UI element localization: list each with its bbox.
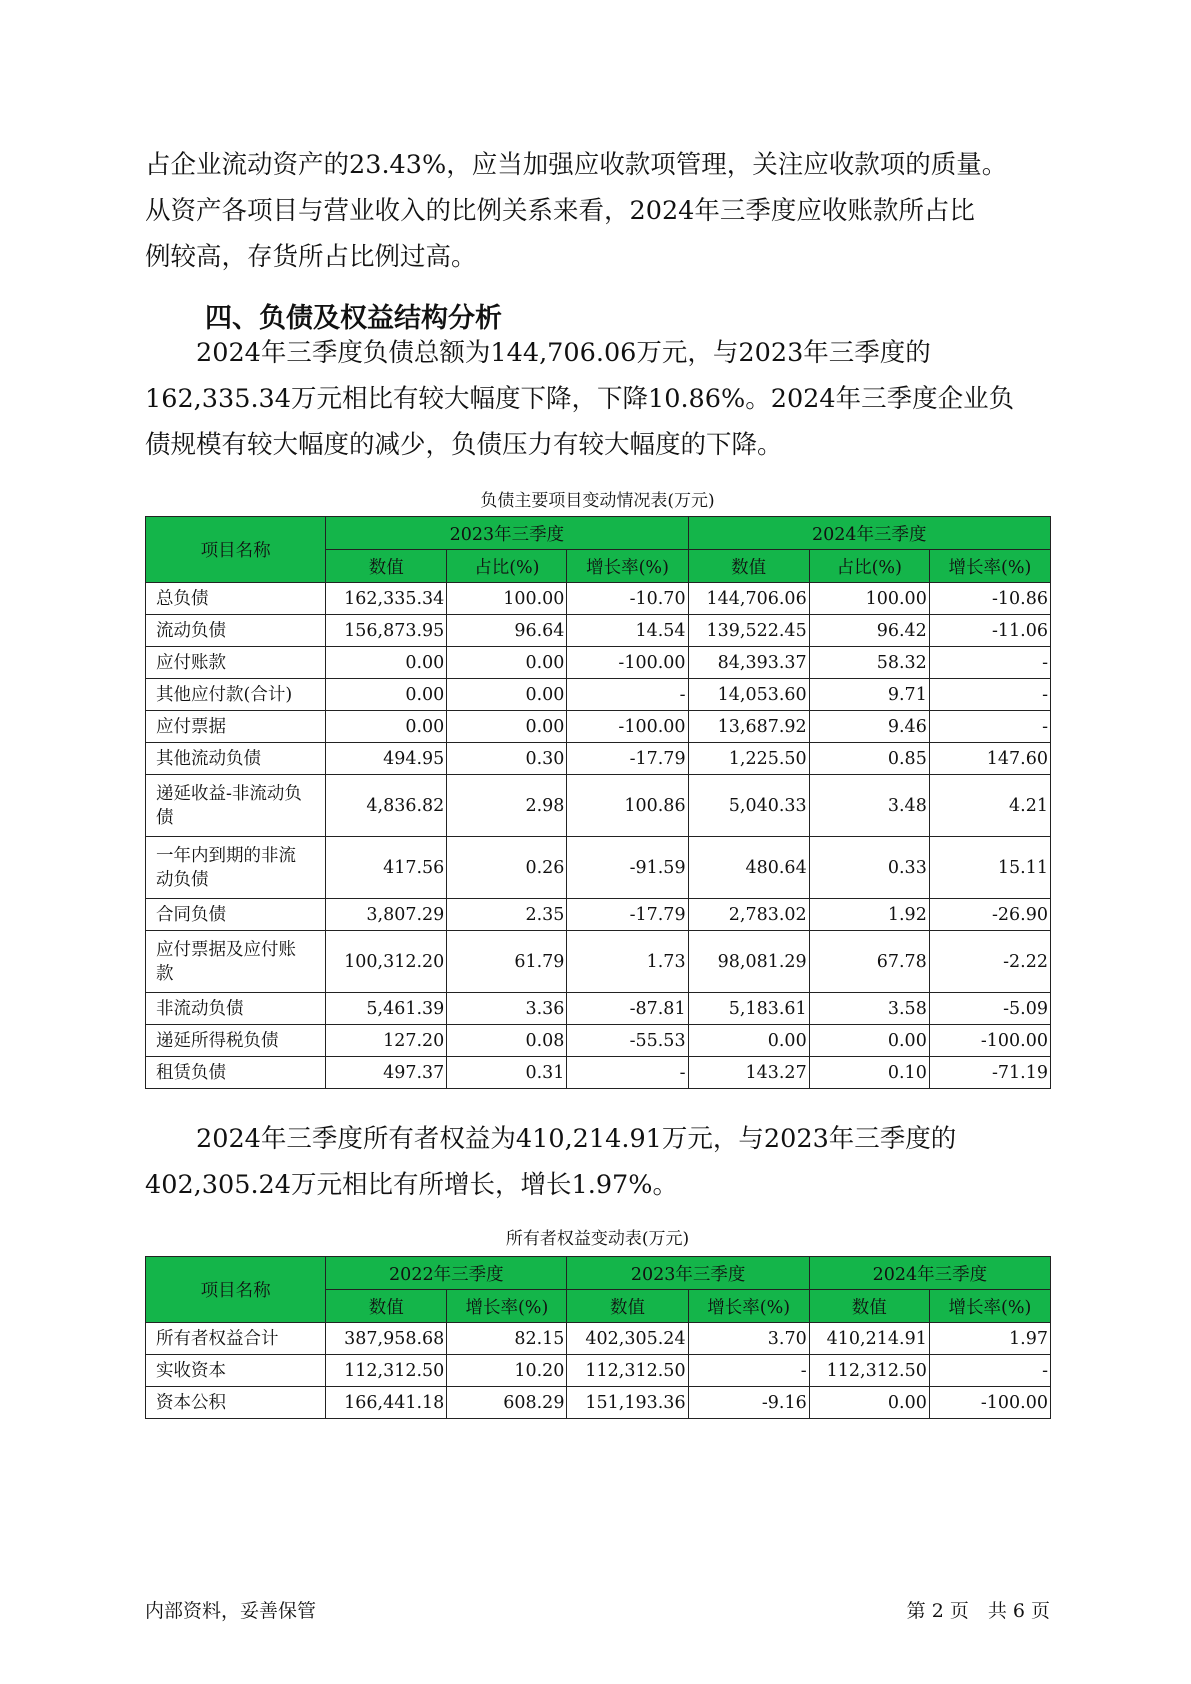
- table-row: [146, 931, 1051, 993]
- table-cell: 0.08: [447, 1025, 567, 1057]
- table-cell: 147.60: [929, 743, 1050, 775]
- row-label-line: 动负债: [156, 869, 209, 890]
- section-heading: 四、负债及权益结构分析: [205, 303, 502, 334]
- table-row: [146, 1323, 1051, 1355]
- table-row: [146, 1057, 1051, 1089]
- header-sub: 增长率(%): [929, 1290, 1050, 1323]
- table-cell: 402,305.24: [567, 1323, 688, 1355]
- table-row: [146, 743, 1051, 775]
- table-cell: -9.16: [688, 1387, 809, 1419]
- text-line: 2024年三季度所有者权益为410,214.91万元，与2023年三季度的: [145, 1124, 957, 1154]
- row-label: 应付账款: [146, 647, 326, 679]
- table-cell: 0.00: [809, 1025, 929, 1057]
- table-cell: 0.00: [809, 1387, 929, 1419]
- table-cell: 10.20: [447, 1355, 567, 1387]
- table-cell: -17.79: [567, 899, 688, 931]
- row-label: 非流动负债: [146, 993, 326, 1025]
- liabilities-table: [145, 516, 1051, 1089]
- row-label: 租赁负债: [146, 1057, 326, 1089]
- header-item-name: 项目名称: [146, 1257, 326, 1323]
- table-row: [146, 837, 1051, 899]
- row-label: [146, 837, 326, 899]
- header-period: 2022年三季度: [326, 1257, 567, 1290]
- table-cell: 0.00: [688, 1025, 809, 1057]
- table-cell: 1.92: [809, 899, 929, 931]
- table-cell: -26.90: [929, 899, 1050, 931]
- row-label: 其他应付款(合计): [146, 679, 326, 711]
- paragraph-equity: [145, 1116, 1050, 1208]
- row-label: 所有者权益合计: [146, 1323, 326, 1355]
- table-cell: -: [929, 679, 1050, 711]
- table-cell: 112,312.50: [567, 1355, 688, 1387]
- row-label-line: 应付票据及应付账: [156, 939, 296, 960]
- table-cell: 61.79: [447, 931, 567, 993]
- table-cell: -91.59: [567, 837, 688, 899]
- table-cell: -2.22: [929, 931, 1050, 993]
- table-cell: 143.27: [688, 1057, 809, 1089]
- table-cell: 0.00: [326, 647, 447, 679]
- row-label: 合同负债: [146, 899, 326, 931]
- header-period: 2023年三季度: [326, 517, 688, 550]
- table-cell: 3.48: [809, 775, 929, 837]
- table-cell: 410,214.91: [809, 1323, 929, 1355]
- row-label-line: 债: [156, 807, 174, 828]
- row-label: [146, 775, 326, 837]
- table-cell: -5.09: [929, 993, 1050, 1025]
- table-cell: 2,783.02: [688, 899, 809, 931]
- table-cell: 0.33: [809, 837, 929, 899]
- table-cell: 0.00: [326, 679, 447, 711]
- table-cell: 0.00: [447, 711, 567, 743]
- row-label: [146, 931, 326, 993]
- table-row: [146, 615, 1051, 647]
- table-cell: 497.37: [326, 1057, 447, 1089]
- table-cell: -: [688, 1355, 809, 1387]
- text-line: 债规模有较大幅度的减少，负债压力有较大幅度的下降。: [145, 430, 783, 460]
- table-cell: 162,335.34: [326, 583, 447, 615]
- row-label: 资本公积: [146, 1387, 326, 1419]
- table-cell: 417.56: [326, 837, 447, 899]
- header-item-name: 项目名称: [146, 517, 326, 583]
- text-line: 例较高，存货所占比例过高。: [145, 242, 477, 272]
- table-cell: 100.00: [447, 583, 567, 615]
- table-cell: 0.31: [447, 1057, 567, 1089]
- table-cell: 139,522.45: [688, 615, 809, 647]
- text-line: 从资产各项目与营业收入的比例关系来看，2024年三季度应收账款所占比: [145, 196, 975, 226]
- table-cell: 3.58: [809, 993, 929, 1025]
- table-cell: 1.73: [567, 931, 688, 993]
- text-line: 2024年三季度负债总额为144,706.06万元，与2023年三季度的: [145, 338, 931, 368]
- table-cell: 67.78: [809, 931, 929, 993]
- table-cell: 5,183.61: [688, 993, 809, 1025]
- table-row: [146, 647, 1051, 679]
- table-cell: 3.70: [688, 1323, 809, 1355]
- header-sub: 占比(%): [809, 550, 929, 583]
- header-sub: 增长率(%): [688, 1290, 809, 1323]
- table-cell: 4,836.82: [326, 775, 447, 837]
- table-cell: -100.00: [929, 1025, 1050, 1057]
- table-row: [146, 899, 1051, 931]
- header-sub: 数值: [809, 1290, 929, 1323]
- table-cell: 5,461.39: [326, 993, 447, 1025]
- header-sub: 数值: [326, 550, 447, 583]
- table-cell: 9.46: [809, 711, 929, 743]
- table-cell: 84,393.37: [688, 647, 809, 679]
- paragraph-liabilities: [145, 330, 1050, 468]
- row-label: 实收资本: [146, 1355, 326, 1387]
- table-caption-liabilities: 负债主要项目变动情况表(万元): [480, 491, 715, 511]
- table-cell: 156,873.95: [326, 615, 447, 647]
- table-cell: 608.29: [447, 1387, 567, 1419]
- table-row: [146, 993, 1051, 1025]
- table-cell: -: [929, 647, 1050, 679]
- table-cell: -55.53: [567, 1025, 688, 1057]
- table-cell: 96.42: [809, 615, 929, 647]
- table-cell: 0.00: [326, 711, 447, 743]
- table-cell: 5,040.33: [688, 775, 809, 837]
- header-period: 2024年三季度: [809, 1257, 1050, 1290]
- text-line: 162,335.34万元相比有较大幅度下降，下降10.86%。2024年三季度企业负: [145, 384, 1015, 414]
- table-cell: -10.86: [929, 583, 1050, 615]
- table-cell: 480.64: [688, 837, 809, 899]
- table-cell: 1,225.50: [688, 743, 809, 775]
- table-row: [146, 711, 1051, 743]
- table-cell: -100.00: [929, 1387, 1050, 1419]
- table-cell: 166,441.18: [326, 1387, 447, 1419]
- table-row: [146, 775, 1051, 837]
- table-cell: 96.64: [447, 615, 567, 647]
- header-sub: 增长率(%): [567, 550, 688, 583]
- table-cell: -10.70: [567, 583, 688, 615]
- table-cell: 0.30: [447, 743, 567, 775]
- table-cell: -100.00: [567, 647, 688, 679]
- paragraph-receivables: [145, 142, 1050, 280]
- text-line: 占企业流动资产的23.43%，应当加强应收款项管理，关注应收款项的质量。: [145, 150, 1008, 180]
- table-cell: 494.95: [326, 743, 447, 775]
- footer-page-number: 第 2 页 共 6 页: [906, 1600, 1050, 1622]
- header-sub: 数值: [326, 1290, 447, 1323]
- table-row: [146, 679, 1051, 711]
- table-cell: 58.32: [809, 647, 929, 679]
- table-cell: 13,687.92: [688, 711, 809, 743]
- row-label: 总负债: [146, 583, 326, 615]
- header-period: 2023年三季度: [567, 1257, 809, 1290]
- table-cell: 82.15: [447, 1323, 567, 1355]
- table-cell: 0.26: [447, 837, 567, 899]
- table-cell: -17.79: [567, 743, 688, 775]
- table-caption-equity: 所有者权益变动表(万元): [505, 1229, 690, 1249]
- table-cell: 14,053.60: [688, 679, 809, 711]
- table-cell: -: [929, 711, 1050, 743]
- row-label: 应付票据: [146, 711, 326, 743]
- table-cell: 151,193.36: [567, 1387, 688, 1419]
- equity-table: [145, 1256, 1051, 1419]
- table-cell: 144,706.06: [688, 583, 809, 615]
- header-sub: 增长率(%): [447, 1290, 567, 1323]
- table-row: [146, 1387, 1051, 1419]
- table-cell: 1.97: [929, 1323, 1050, 1355]
- table-cell: 4.21: [929, 775, 1050, 837]
- header-period: 2024年三季度: [688, 517, 1050, 550]
- table-cell: -: [567, 1057, 688, 1089]
- footer-confidential: 内部资料，妥善保管: [145, 1600, 317, 1622]
- table-cell: -87.81: [567, 993, 688, 1025]
- table-cell: 112,312.50: [809, 1355, 929, 1387]
- table-cell: 3.36: [447, 993, 567, 1025]
- table-cell: 14.54: [567, 615, 688, 647]
- table-cell: 0.10: [809, 1057, 929, 1089]
- table-cell: 387,958.68: [326, 1323, 447, 1355]
- table-cell: 9.71: [809, 679, 929, 711]
- row-label: 流动负债: [146, 615, 326, 647]
- table-cell: 3,807.29: [326, 899, 447, 931]
- table-cell: 100.00: [809, 583, 929, 615]
- row-label-line: 一年内到期的非流: [156, 845, 296, 866]
- header-sub: 占比(%): [447, 550, 567, 583]
- table-row: [146, 1025, 1051, 1057]
- header-sub: 数值: [688, 550, 809, 583]
- row-label: 递延所得税负债: [146, 1025, 326, 1057]
- table-row: [146, 583, 1051, 615]
- table-cell: 100.86: [567, 775, 688, 837]
- row-label-line: 款: [156, 963, 174, 984]
- table-cell: 98,081.29: [688, 931, 809, 993]
- text-line: 402,305.24万元相比有所增长，增长1.97%。: [145, 1170, 679, 1200]
- table-cell: 0.00: [447, 679, 567, 711]
- header-sub: 增长率(%): [929, 550, 1050, 583]
- table-cell: 0.00: [447, 647, 567, 679]
- table-cell: -100.00: [567, 711, 688, 743]
- table-row: [146, 1355, 1051, 1387]
- table-cell: 127.20: [326, 1025, 447, 1057]
- header-sub: 数值: [567, 1290, 688, 1323]
- table-cell: -11.06: [929, 615, 1050, 647]
- table-cell: 2.35: [447, 899, 567, 931]
- table-cell: -: [567, 679, 688, 711]
- table-cell: 2.98: [447, 775, 567, 837]
- table-cell: 15.11: [929, 837, 1050, 899]
- row-label-line: 递延收益-非流动负: [156, 783, 302, 804]
- table-cell: -: [929, 1355, 1050, 1387]
- row-label: 其他流动负债: [146, 743, 326, 775]
- table-cell: 112,312.50: [326, 1355, 447, 1387]
- table-cell: 100,312.20: [326, 931, 447, 993]
- table-cell: 0.85: [809, 743, 929, 775]
- table-cell: -71.19: [929, 1057, 1050, 1089]
